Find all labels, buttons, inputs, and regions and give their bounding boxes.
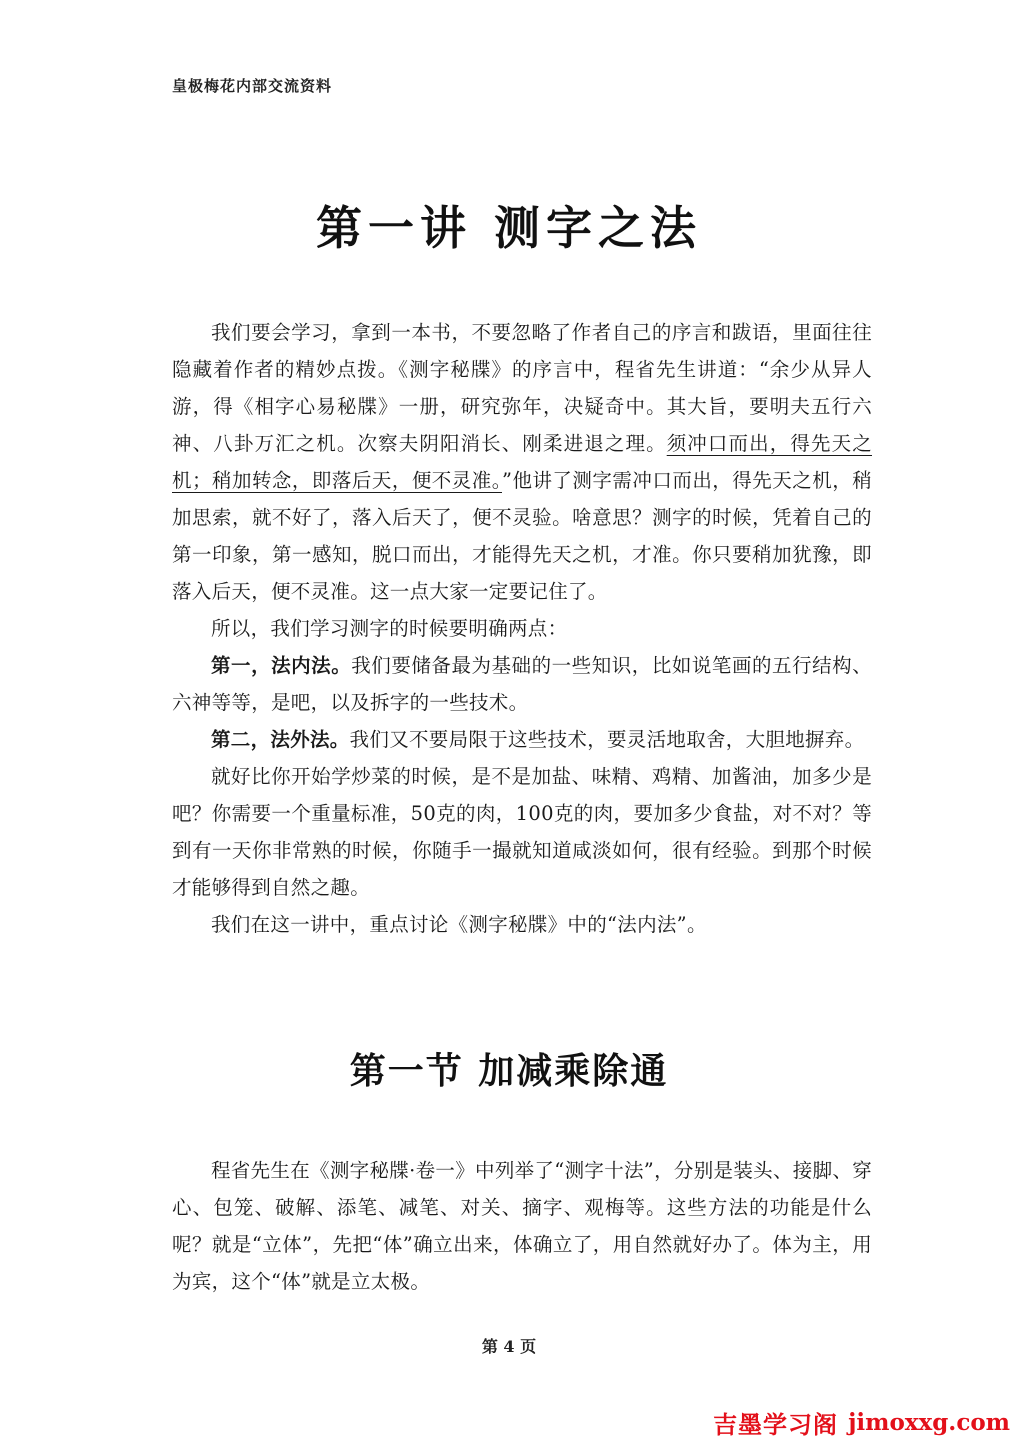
paragraph: 我们在这一讲中，重点讨论《测字秘牒》中的“法内法”。 (211, 913, 707, 936)
chapter-title: 第一讲 测字之法 (315, 201, 702, 255)
page-number: 第 4 页 (481, 1337, 537, 1356)
watermark-site-name: 吉墨学习阁 (713, 1410, 839, 1439)
intro-body (172, 314, 872, 943)
bold-lead: 第二，法外法。 (211, 728, 350, 751)
text-run: 我们要会学习，拿到一本书，不要忽略了作者自己的序言和跋语，里面往往隐藏着作者的精妙点拨。《测字秘牒》的序言中，程省先生讲道：“余少从异人游，得《相字心易秘牒》一册，研究弥年，决疑奇中。其大旨，要明夫五行六神、八卦万汇之机。次察夫阴阳消长、刚柔进退之理。 (172, 321, 872, 455)
running-header: 皇极梅花内部交流资料 (172, 77, 333, 95)
paragraph (172, 314, 872, 610)
watermark-domain: jimoxxg.com (848, 1408, 1010, 1436)
underlined-quote: 须冲口而出，得先天之机；稍加转念，即落后天，便不灵准。 (172, 432, 872, 492)
site-watermark (713, 1407, 1010, 1437)
paragraph (172, 647, 872, 721)
section-title: 第一节 加减乘除通 (349, 1051, 669, 1092)
section-body (172, 1152, 872, 1300)
text-run: 我们又不要局限于这些技术，要灵活地取舍，大胆地摒弃。 (349, 728, 865, 751)
paragraph (172, 721, 872, 758)
text-run: 我们要储备最为基础的一些知识，比如说笔画的五行结构、六神等等，是吧，以及拆字的一些技术。 (172, 654, 872, 714)
paragraph: 就好比你开始学炒菜的时候，是不是加盐、味精、鸡精、加酱油，加多少是吧？你需要一个重量标准，50克的肉，100克的肉，要加多少食盐，对不对？等到有一天你非常熟的时候，你随手一撮就知道咸淡如何，很有经验。到那个时候才能够得到自然之趣。 (172, 765, 872, 899)
text-run: ”他讲了测字需冲口而出，得先天之机，稍加思索，就不好了，落入后天了，便不灵验。啥意思？测字的时候，凭着自己的第一印象，第一感知，脱口而出，才能得先天之机，才准。你只要稍加犹豫，即落入后天，便不灵准。这一点大家一定要记住了。 (172, 469, 872, 603)
bold-lead: 第一，法内法。 (211, 654, 352, 677)
paragraph: 所以，我们学习测字的时候要明确两点： (211, 617, 568, 640)
paragraph: 程省先生在《测字秘牒·卷一》中列举了“测字十法”，分别是装头、接脚、穿心、包笼、破解、添笔、减笔、对关、摘字、观梅等。这些方法的功能是什么呢？就是“立体”，先把“体”确立出来，体确立了，用自然就好办了。体为主，用为宾，这个“体”就是立太极。 (172, 1159, 872, 1293)
